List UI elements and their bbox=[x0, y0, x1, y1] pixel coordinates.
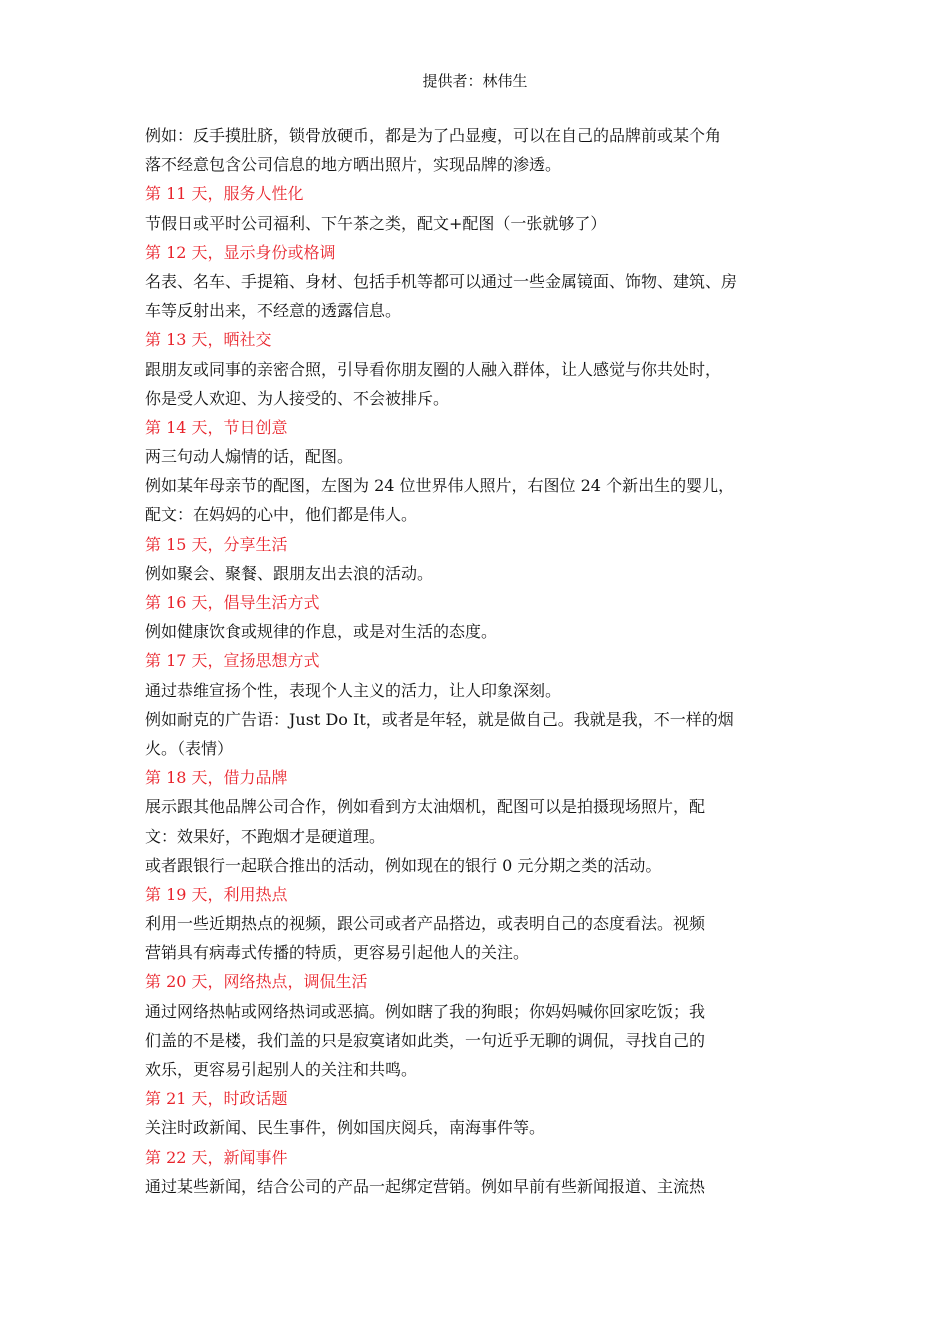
body-text-line: 欢乐，更容易引起别人的关注和共鸣。 bbox=[145, 1060, 418, 1079]
body-text-line: 两三句动人煽情的话，配图。 bbox=[145, 447, 354, 467]
body-text-line: 配文：在妈妈的心中，他们都是伟人。 bbox=[145, 505, 418, 525]
day-heading: 第 14 天，节日创意 bbox=[145, 417, 288, 437]
day-heading: 第 19 天，利用热点 bbox=[145, 884, 288, 904]
body-text-line: 落不经意包含公司信息的地方晒出照片，实现品牌的渗透。 bbox=[145, 155, 562, 175]
body-text-line: 通过某些新闻，结合公司的产品一起绑定营销。例如早前有些新闻报道、主流热 bbox=[145, 1176, 706, 1196]
provider-label: 提供者：林伟生 bbox=[422, 72, 528, 90]
body-text-line: 名表、名车、手提箱、身材、包括手机等都可以通过一些金属镜面、饰物、建筑、房 bbox=[145, 271, 738, 291]
body-text-line: 节假日或平时公司福利、下午茶之类，配文+配图（一张就够了） bbox=[145, 213, 607, 233]
day-heading: 第 22 天，新闻事件 bbox=[145, 1147, 288, 1167]
body-text-line: 们盖的不是楼，我们盖的只是寂寞诸如此类，一句近乎无聊的调侃，寻找自己的 bbox=[145, 1030, 706, 1050]
body-text-line: 营销具有病毒式传播的特质，更容易引起他人的关注。 bbox=[145, 943, 530, 963]
day-heading: 第 20 天，网络热点，调侃生活 bbox=[145, 972, 368, 992]
day-heading: 第 21 天，时政话题 bbox=[145, 1089, 288, 1109]
body-text-line: 关注时政新闻、民生事件，例如国庆阅兵，南海事件等。 bbox=[145, 1118, 546, 1138]
body-text-line: 例如耐克的广告语：Just Do It，或者是年轻，就是做自己。我就是我，不一样的烟 bbox=[145, 709, 734, 729]
body-text-line: 车等反射出来，不经意的透露信息。 bbox=[145, 301, 402, 321]
body-text-line: 通过网络热帖或网络热词或恶搞。例如瞎了我的狗眼；你妈妈喊你回家吃饭；我 bbox=[145, 1001, 706, 1021]
body-text-line: 例如某年母亲节的配图，左图为 24 位世界伟人照片，右图位 24 个新出生的婴儿， bbox=[145, 476, 735, 496]
body-text-line: 跟朋友或同事的亲密合照，引导看你朋友圈的人融入群体，让人感觉与你共处时， bbox=[145, 359, 722, 379]
document-header bbox=[0, 70, 950, 92]
day-heading: 第 12 天，显示身份或格调 bbox=[145, 242, 336, 262]
day-heading: 第 18 天，借力品牌 bbox=[145, 768, 288, 788]
day-heading: 第 13 天，晒社交 bbox=[145, 330, 272, 350]
body-text-line: 例如健康饮食或规律的作息，或是对生活的态度。 bbox=[145, 622, 498, 642]
body-text-line: 火。（表情） bbox=[145, 738, 234, 758]
day-heading: 第 17 天，宣扬思想方式 bbox=[145, 651, 320, 671]
day-heading: 第 16 天，倡导生活方式 bbox=[145, 593, 320, 612]
body-text-line: 展示跟其他品牌公司合作，例如看到方太油烟机，配图可以是拍摄现场照片，配 bbox=[145, 797, 706, 817]
body-text-line: 利用一些近期热点的视频，跟公司或者产品搭边，或表明自己的态度看法。视频 bbox=[145, 914, 706, 934]
body-text-line: 通过恭维宣扬个性，表现个人主义的活力，让人印象深刻。 bbox=[145, 680, 562, 700]
document-body bbox=[145, 121, 817, 1201]
body-text-line: 例如聚会、聚餐、跟朋友出去浪的活动。 bbox=[145, 563, 434, 583]
body-text-line: 或者跟银行一起联合推出的活动，例如现在的银行 0 元分期之类的活动。 bbox=[145, 855, 662, 875]
day-heading: 第 15 天，分享生活 bbox=[145, 534, 288, 554]
day-heading: 第 11 天，服务人性化 bbox=[145, 184, 304, 204]
body-text-line: 例如：反手摸肚脐，锁骨放硬币，都是为了凸显瘦，可以在自己的品牌前或某个角 bbox=[145, 126, 722, 145]
body-text-line: 文：效果好，不跑烟才是硬道理。 bbox=[145, 826, 386, 846]
body-text-line: 你是受人欢迎、为人接受的、不会被排斥。 bbox=[145, 388, 450, 408]
